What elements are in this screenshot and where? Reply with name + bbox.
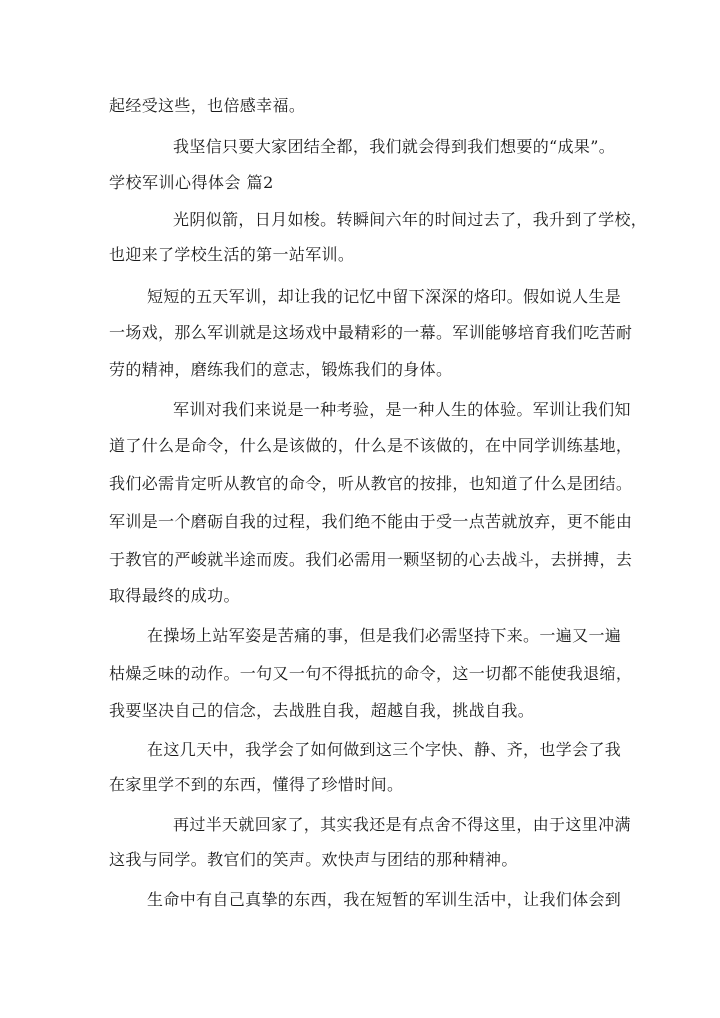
text-line: 起经受这些，也倍感幸福。 <box>109 96 306 115</box>
text-line: 生命中有自己真挚的东西，我在短暂的军训生活中，让我们体会到 <box>147 890 622 909</box>
text-line: 我们必需肯定听从教官的命令，听从教官的按排，也知道了什么是团结。 <box>109 474 633 493</box>
text-line: 我要坚决自己的信念，去战胜自我，超越自我，挑战自我。 <box>109 701 535 720</box>
text-line: 在操场上站军姿是苦痛的事，但是我们必需坚持下来。一遍又一遍 <box>147 626 622 645</box>
text-line: 军训对我们来说是一种考验，是一种人生的体验。军训让我们知 <box>173 400 631 419</box>
text-line: 一场戏，那么军训就是这场戏中最精彩的一幕。军训能够培育我们吃苦耐 <box>109 323 633 342</box>
text-line: 道了什么是命令，什么是该做的，什么是不该做的，在中同学训练基地， <box>109 436 633 455</box>
text-line: 在这几天中，我学会了如何做到这三个字快、静、齐，也学会了我 <box>147 740 622 759</box>
text-line: 军训是一个磨砺自我的过程，我们绝不能由于受一点苦就放弃，更不能由 <box>109 512 633 531</box>
text-line: 也迎来了学校生活的第一站军训。 <box>109 245 355 264</box>
text-line: 再过半天就回家了，其实我还是有点舍不得这里，由于这里冲满 <box>173 815 631 834</box>
text-line: 这我与同学。教官们的笑声。欢快声与团结的那种精神。 <box>109 850 518 869</box>
text-line: 短短的五天军训，却让我的记忆中留下深深的烙印。假如说人生是 <box>147 287 622 306</box>
text-line: 劳的精神，磨练我们的意志，锻炼我们的身体。 <box>109 360 453 379</box>
text-line: 取得最终的成功。 <box>109 586 240 605</box>
text-line: 枯燥乏味的动作。一句又一句不得抵抗的命令，这一切都不能使我退缩， <box>109 664 633 683</box>
text-line: 我坚信只要大家团结全都，我们就会得到我们想要的“成果”。 <box>173 137 616 156</box>
text-line: 于教官的严峻就半途而废。我们必需用一颗坚韧的心去战斗，去拼搏，去 <box>109 550 633 569</box>
text-line: 在家里学不到的东西，懂得了珍惜时间。 <box>109 775 404 794</box>
text-line: 光阴似箭，日月如梭。转瞬间六年的时间过去了，我升到了学校， <box>173 210 648 229</box>
section-heading: 学校军训心得体会 篇2 <box>109 173 274 192</box>
